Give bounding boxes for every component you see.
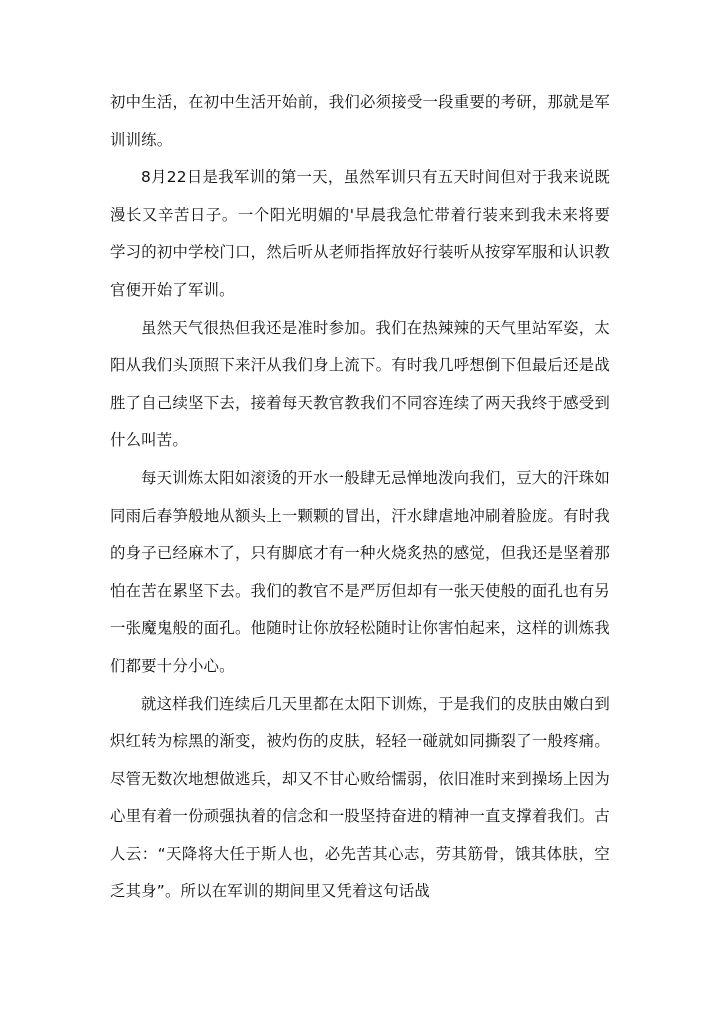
paragraph-hot-weather [110,310,610,460]
paragraph-first-day [110,159,610,309]
paragraph-persistence [110,686,610,912]
paragraph-daily-training [110,460,610,686]
paragraph-text: 初中生活，在初中生活开始前，我们必须接受一段重要的考研，那就是军训训练。 [110,93,610,149]
document-body [110,84,610,911]
paragraph-text: 就这样我们连续后几天里都在太阳下训炼，于是我们的皮肤由嫩白到炽红转为棕黑的渐变，被灼伤的皮肤，轻轻一碰就如同撕裂了一般疼痛。尽管无数次地想做逃兵，却又不甘心败给懦弱，依旧准时来到操场上因为心里有着一份顽强执着的信念和一股坚持奋进的精神一直支撑着我们。古人云：“天降将大任于斯人也，必先苦其心志，劳其筋骨，饿其体肤，空乏其身”。所以在军训的期间里又凭着这句话战 [110,694,610,901]
paragraph-text: 每天训炼太阳如滚烫的开水一般肆无忌惮地泼向我们，豆大的汗珠如同雨后春笋般地从额头上一颗颗的冒出，汗水肆虐地冲刷着脸庞。有时我的身子已经麻木了，只有脚底才有一种火烧炙热的感觉，但我还是坚着那怕在苦在累坚下去。我们的教官不是严厉但却有一张天使般的面孔也有另一张魔鬼般的面孔。他随时让你放轻松随时让你害怕起来，这样的训炼我们都要十分小心。 [110,468,610,675]
paragraph-text: 虽然天气很热但我还是准时参加。我们在热辣辣的天气里站军姿，太阳从我们头顶照下来汗从我们身上流下。有时我几呼想倒下但最后还是战胜了自己续坚下去，接着每天教官教我们不同容连续了两天我终于感受到什么叫苦。 [110,318,610,450]
paragraph-intro [110,84,610,159]
paragraph-text: 8月22日是我军训的第一天，虽然军训只有五天时间但对于我来说既漫长又辛苦日子。一个阳光明媚的'早晨我急忙带着行装来到我未来将要学习的初中学校门口，然后听从老师指挥放好行装听从按穿军服和认识教官便开始了军训。 [110,168,610,299]
